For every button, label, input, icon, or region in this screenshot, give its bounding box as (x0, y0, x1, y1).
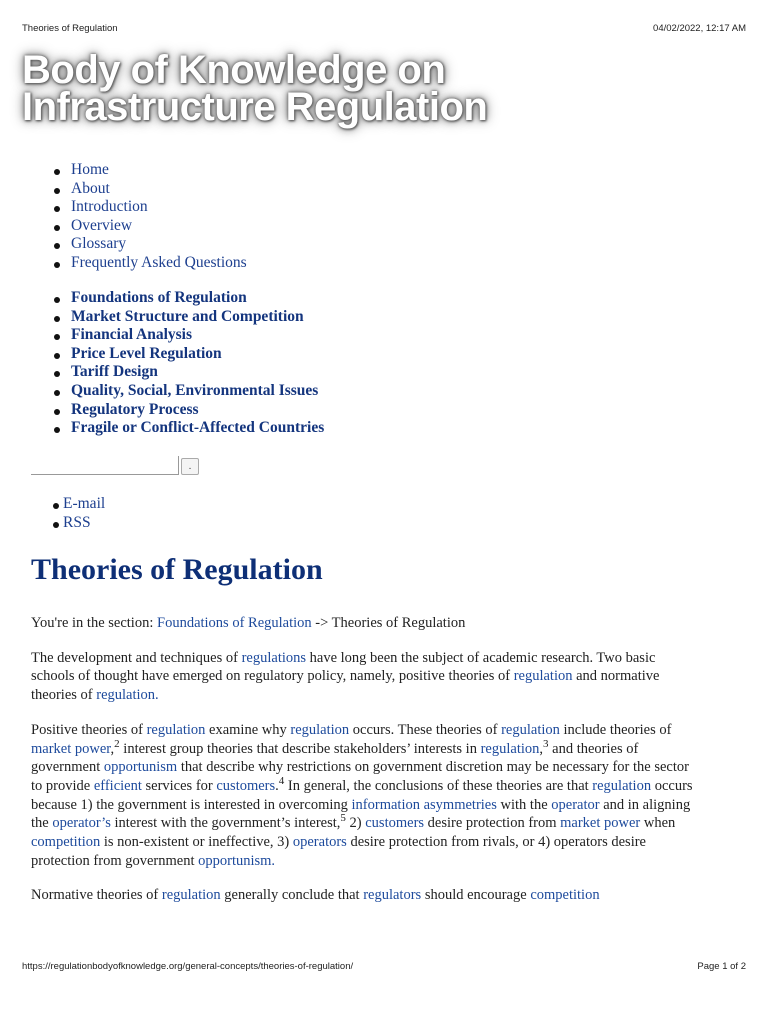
main-nav (33, 161, 247, 273)
text: include theories of (559, 721, 672, 738)
topic-link-quality-social[interactable]: Quality, Social, Environmental Issues (71, 381, 319, 399)
glossary-link[interactable]: regulations (241, 649, 307, 666)
footnote-ref[interactable]: 4 (278, 775, 285, 788)
footnote-ref[interactable]: 5 (340, 812, 346, 825)
print-footer-page: Page 1 of 2 (697, 961, 746, 972)
text: . (275, 777, 279, 794)
article-content (31, 614, 701, 921)
topics-nav (33, 289, 324, 438)
text: desire protection from (424, 815, 561, 832)
text: when (640, 815, 676, 832)
nav-item-glossary (33, 235, 247, 254)
topic-link-regulatory-process[interactable]: Regulatory Process (71, 400, 199, 418)
breadcrumb (31, 614, 701, 633)
topic-item (33, 289, 324, 308)
glossary-link[interactable]: competition (530, 887, 600, 904)
text: and normative theories of (31, 668, 660, 704)
nav-link-faq[interactable]: Frequently Asked Questions (71, 253, 247, 271)
text: and in aligning the (31, 796, 691, 832)
nav-item-home (33, 161, 247, 180)
glossary-link[interactable]: information asymmetries (351, 796, 497, 813)
glossary-link[interactable]: regulation (501, 721, 560, 738)
topic-item (33, 419, 324, 438)
nav-item-introduction (33, 198, 247, 217)
topic-link-foundations[interactable]: Foundations of Regulation (71, 289, 247, 306)
search-input[interactable] (31, 456, 179, 475)
topic-link-fragile[interactable]: Fragile or Conflict-Affected Countries (71, 419, 325, 437)
footnote-ref[interactable]: 3 (543, 737, 549, 750)
nav-link-glossary[interactable]: Glossary (71, 235, 127, 253)
text: In general, the conclusions of these theories are that (284, 777, 593, 794)
text: have long been the subject of academic research. Two basic schools of thought have emerged on regulatory policy, namely, positive theories of (31, 649, 656, 685)
text: occurs because 1) the government is interested in overcoming (31, 777, 693, 813)
print-footer-url: https://regulationbodyofknowledge.org/general-concepts/theories-of-regulation/ (22, 961, 354, 972)
breadcrumb-section-link[interactable]: Foundations of Regulation (157, 615, 312, 631)
glossary-link[interactable]: regulation (513, 668, 573, 685)
text: Positive theories of (31, 721, 147, 738)
breadcrumb-separator: -> (311, 615, 332, 631)
paragraph-positive-theories (31, 721, 701, 871)
nav-link-about[interactable]: About (71, 179, 110, 197)
topic-item (33, 308, 324, 327)
glossary-link[interactable]: regulation. (96, 687, 159, 704)
text: The development and techniques of (31, 649, 242, 666)
page-title: Theories of Regulation (31, 553, 323, 586)
glossary-link[interactable]: operator (551, 796, 600, 813)
text: 2) (345, 815, 366, 832)
text: and theories of government (31, 740, 639, 776)
topic-link-financial-analysis[interactable]: Financial Analysis (71, 326, 193, 344)
search-form (31, 456, 199, 475)
text: occurs. These theories of (349, 721, 502, 738)
social-item-rss (33, 514, 105, 533)
print-header (22, 23, 746, 34)
search-button[interactable]: . (181, 458, 199, 475)
glossary-link[interactable]: opportunism. (198, 852, 276, 869)
nav-item-about (33, 180, 247, 199)
glossary-link[interactable]: customers (365, 815, 425, 832)
print-footer (22, 961, 746, 972)
glossary-link[interactable]: competition (31, 834, 101, 851)
glossary-link[interactable]: regulation (480, 740, 540, 757)
text: , (539, 740, 544, 757)
text: generally conclude that (220, 887, 364, 904)
topic-item (33, 401, 324, 420)
print-header-title: Theories of Regulation (22, 23, 118, 34)
text: , (110, 740, 115, 757)
text: that describe why restrictions on government discretion may be necessary for the sector to provide (31, 759, 689, 794)
glossary-link[interactable]: market power (31, 740, 111, 757)
text: should encourage (421, 887, 531, 904)
social-nav (33, 495, 105, 532)
rss-link[interactable]: RSS (63, 513, 91, 531)
topic-link-price-level[interactable]: Price Level Regulation (71, 344, 222, 362)
topic-item (33, 326, 324, 345)
site-title-logo[interactable] (22, 48, 582, 129)
nav-link-overview[interactable]: Overview (71, 216, 133, 234)
topic-item (33, 382, 324, 401)
nav-item-faq (33, 254, 247, 273)
social-item-email (33, 495, 105, 514)
print-header-datetime: 04/02/2022, 12:17 AM (653, 23, 746, 34)
glossary-link[interactable]: regulation (290, 721, 350, 738)
site-title-line2: Infrastructure Regulation (22, 85, 488, 129)
text: interest group theories that describe stakeholders’ interests in (119, 740, 481, 757)
paragraph-normative-theories (31, 886, 701, 905)
paragraph-intro (31, 649, 701, 705)
topic-link-market-structure[interactable]: Market Structure and Competition (71, 307, 304, 325)
topic-item (33, 363, 324, 382)
footnote-ref[interactable]: 2 (114, 737, 120, 750)
topic-item (33, 345, 324, 364)
text: Normative theories of (31, 887, 162, 904)
text: is non-existent or ineffective, 3) (100, 834, 293, 851)
glossary-link[interactable]: operator’s (52, 815, 111, 832)
nav-link-introduction[interactable]: Introduction (71, 198, 148, 216)
breadcrumb-prefix: You're in the section: (31, 615, 157, 631)
text: desire protection from rivals, or 4) operators desire protection from government (31, 834, 646, 869)
site-title-line1: Body of Knowledge on (22, 48, 446, 92)
glossary-link[interactable]: operators (292, 834, 347, 851)
glossary-link[interactable]: efficient (93, 777, 142, 794)
glossary-link[interactable]: opportunism (103, 759, 178, 776)
breadcrumb-current: Theories of Regulation (331, 615, 466, 631)
glossary-link[interactable]: customers (216, 777, 276, 794)
glossary-link[interactable]: regulation (592, 777, 652, 794)
nav-link-home[interactable]: Home (71, 161, 109, 178)
text: interest with the government’s interest, (110, 815, 341, 832)
glossary-link[interactable]: regulation (146, 721, 206, 738)
email-link[interactable]: E-mail (63, 495, 106, 512)
glossary-link[interactable]: market power (560, 815, 641, 832)
text: services for (141, 777, 217, 794)
nav-item-overview (33, 217, 247, 236)
glossary-link[interactable]: regulation (161, 887, 221, 904)
text: examine why (205, 721, 291, 738)
topic-link-tariff-design[interactable]: Tariff Design (71, 363, 158, 381)
glossary-link[interactable]: regulators (363, 887, 422, 904)
text: with the (496, 796, 552, 813)
